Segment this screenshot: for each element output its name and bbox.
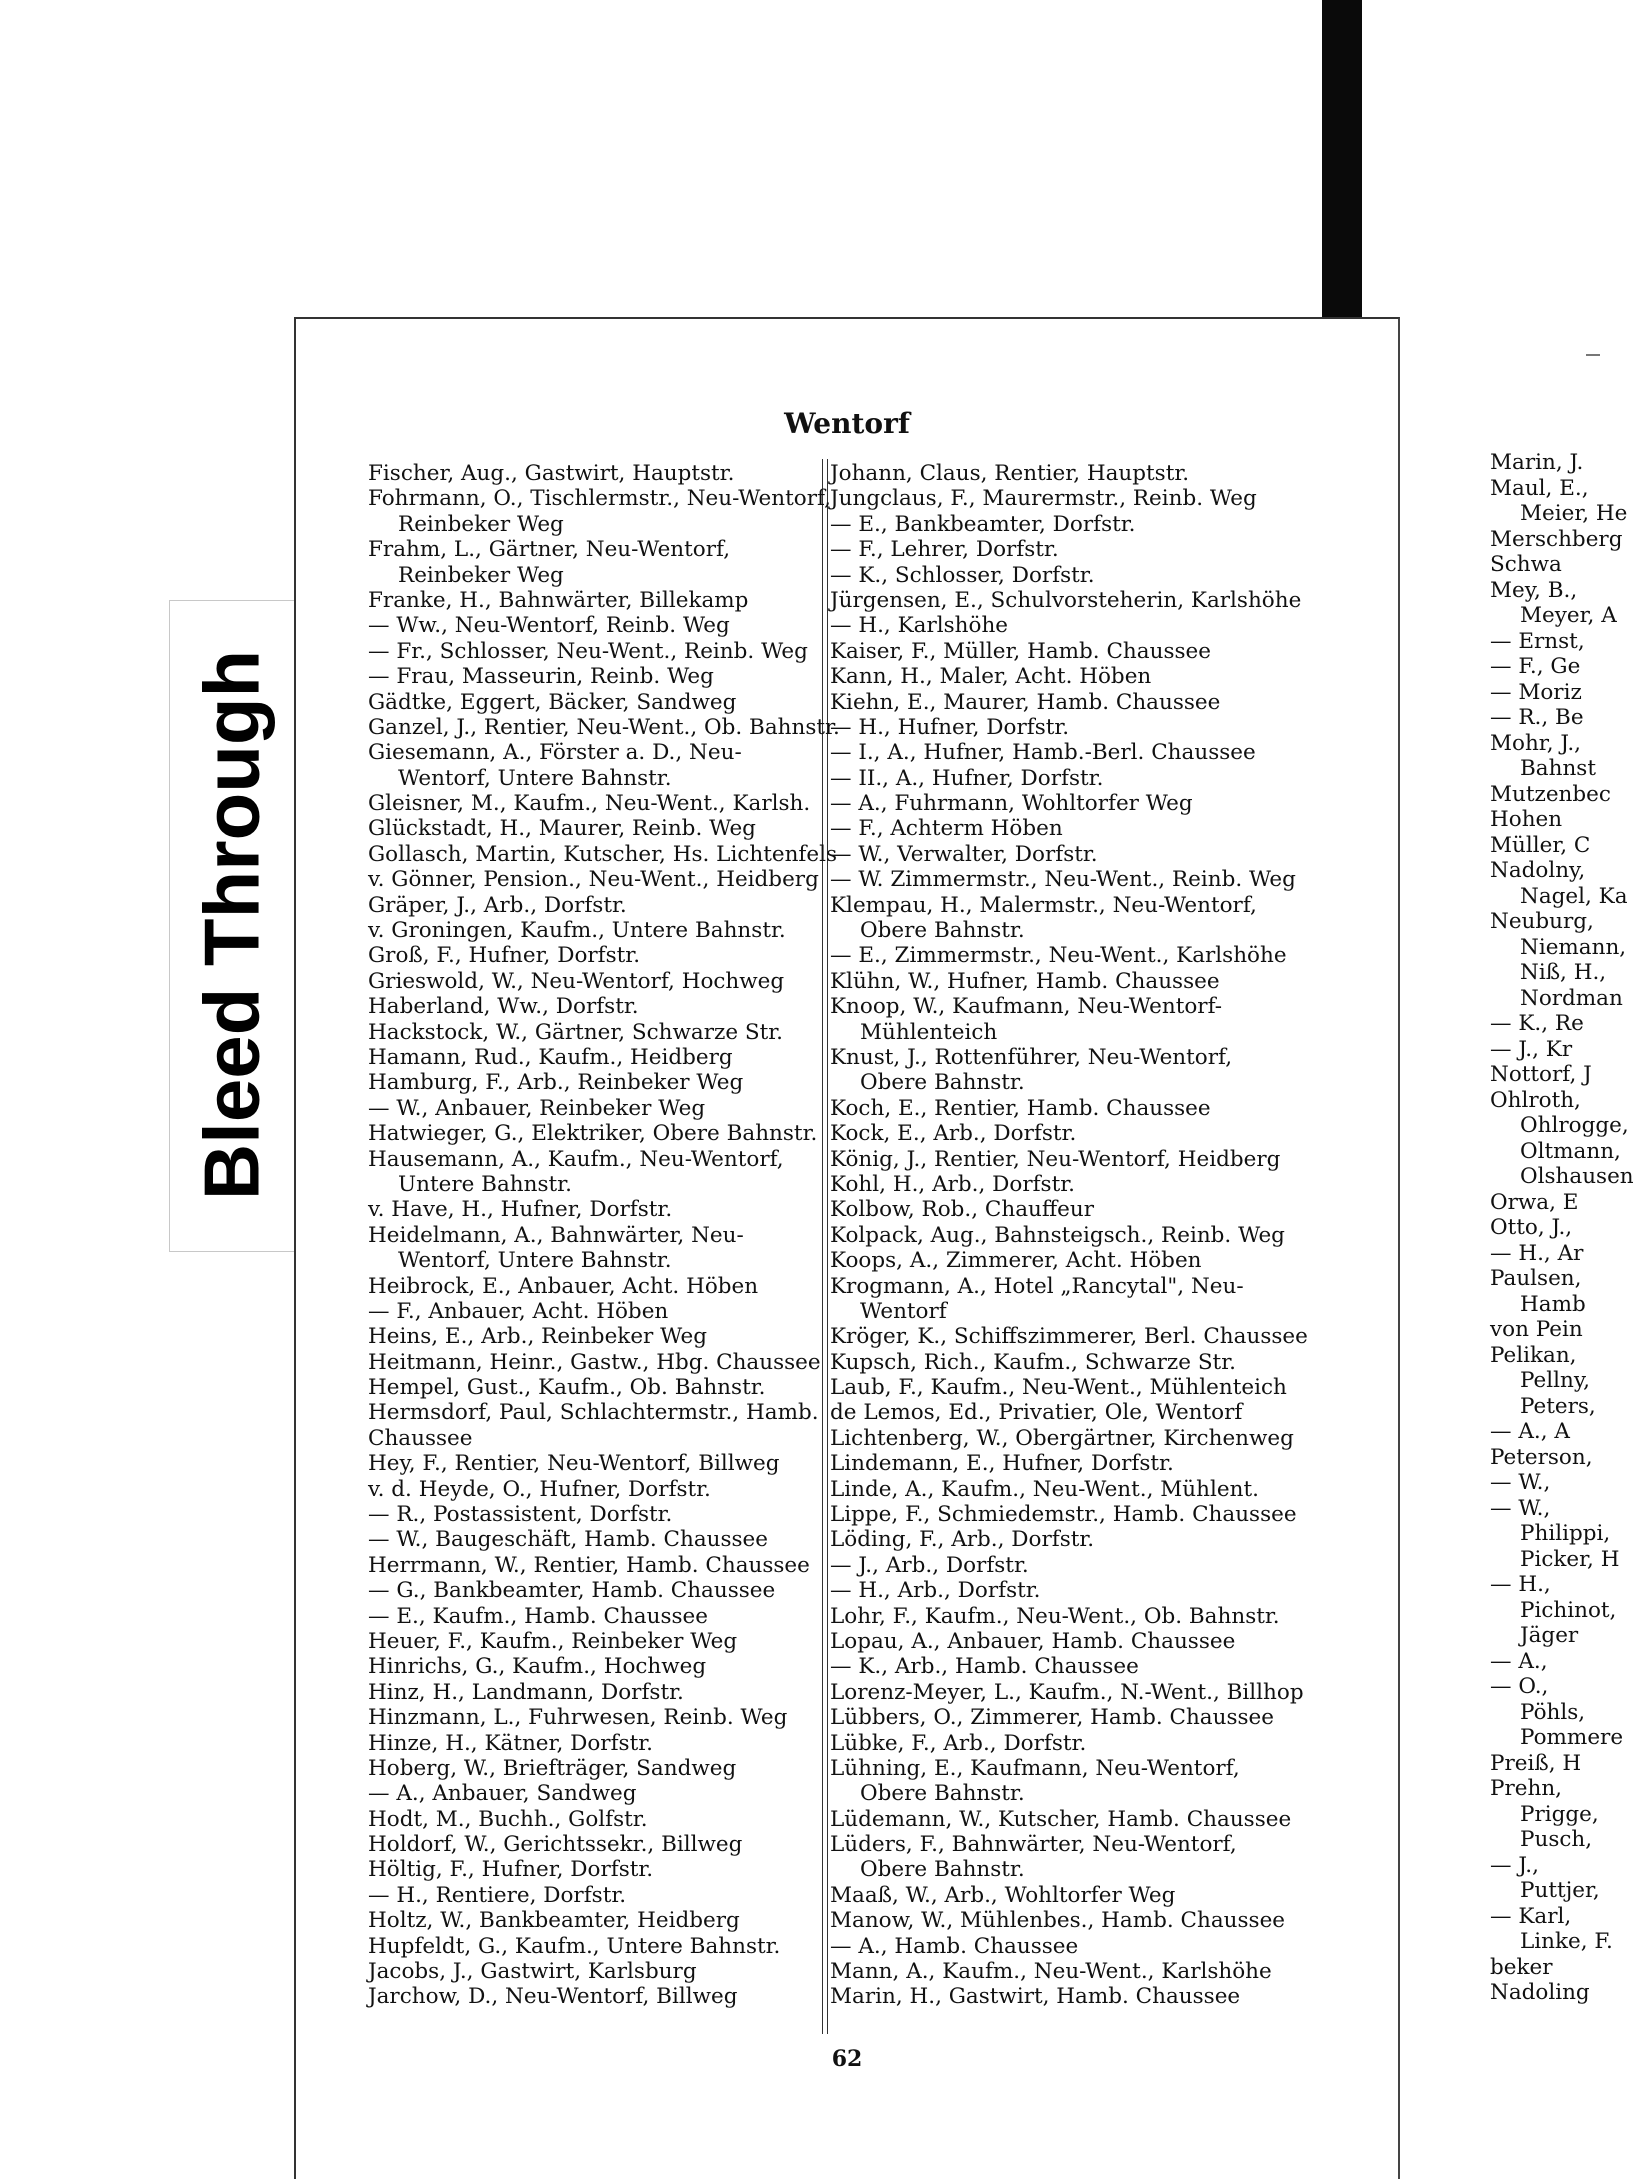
next-page-entry-fragment: Niemann, [1520, 934, 1627, 960]
next-page-entry-fragment: Müller, C [1490, 832, 1591, 858]
next-page-entry-fragment: Linke, F. [1520, 1929, 1613, 1954]
directory-entry: Hausemann, A., Kaufm., Neu-Wentorf, [368, 1146, 784, 1172]
next-page-entry-fragment: — J., Kr [1490, 1036, 1573, 1062]
next-page-entry-fragment: — A., A [1490, 1419, 1570, 1444]
directory-entry: Lichtenberg, W., Obergärtner, Kirchenweg [830, 1425, 1294, 1451]
directory-entry: Gräper, J., Arb., Dorfstr. [368, 892, 627, 918]
directory-entry: Höltig, F., Hufner, Dorfstr. [368, 1857, 654, 1883]
directory-entry: Franke, H., Bahnwärter, Billekamp [368, 587, 749, 613]
next-page-entry-fragment: Nagel, Ka [1520, 883, 1628, 909]
directory-entry: — Frau, Masseurin, Reinb. Weg [368, 664, 714, 690]
directory-entry: — A., Anbauer, Sandweg [368, 1781, 637, 1807]
directory-entry: — F., Achterm Höben [830, 816, 1063, 842]
directory-entry: Jürgensen, E., Schulvorsteherin, Karlshöhe [830, 587, 1302, 613]
next-page-entry-fragment: Maul, E., [1490, 475, 1589, 501]
next-page-entry-fragment: von Pein [1490, 1317, 1583, 1342]
directory-entry: — J., Arb., Dorfstr. [830, 1552, 1029, 1578]
directory-entry: — K., Arb., Hamb. Chaussee [830, 1654, 1139, 1680]
directory-entry: Herrmann, W., Rentier, Hamb. Chaussee [368, 1552, 810, 1578]
directory-entry: Hinz, H., Landmann, Dorfstr. [368, 1679, 684, 1705]
directory-entry: — E., Bankbeamter, Dorfstr. [830, 511, 1136, 537]
next-page-entry-fragment: Nordman [1520, 985, 1623, 1011]
next-page-entry-fragment: — H., Ar [1490, 1240, 1584, 1266]
directory-entry: Hinrichs, G., Kaufm., Hochweg [368, 1654, 707, 1680]
directory-entry: Kolpack, Aug., Bahnsteigsch., Reinb. Weg [830, 1222, 1285, 1248]
directory-entry: Reinbeker Weg [398, 562, 564, 588]
directory-entry: Heibrock, E., Anbauer, Acht. Höben [368, 1273, 759, 1299]
directory-entry: — E., Zimmermstr., Neu-Went., Karlshöhe [830, 943, 1287, 969]
directory-entry: Obere Bahnstr. [860, 1781, 1025, 1807]
directory-entry: Lindemann, E., Hufner, Dorfstr. [830, 1451, 1174, 1477]
directory-entry: — W., Verwalter, Dorfstr. [830, 841, 1098, 867]
directory-entry: — R., Postassistent, Dorfstr. [368, 1502, 673, 1528]
directory-entry: Kiehn, E., Maurer, Hamb. Chaussee [830, 689, 1221, 715]
directory-entry: Lübke, F., Arb., Dorfstr. [830, 1730, 1087, 1756]
directory-entry: Kohl, H., Arb., Dorfstr. [830, 1171, 1075, 1197]
directory-entry: Koops, A., Zimmerer, Acht. Höben [830, 1248, 1202, 1274]
directory-entry: — H., Karlshöhe [830, 613, 1009, 639]
directory-entry: Obere Bahnstr. [860, 1857, 1025, 1883]
directory-entry: Hamann, Rud., Kaufm., Heidberg [368, 1044, 733, 1070]
directory-entry: v. Have, H., Hufner, Dorfstr. [368, 1197, 673, 1223]
next-page-entry-fragment: Prigge, [1520, 1801, 1599, 1827]
directory-entry: Lüdemann, W., Kutscher, Hamb. Chaussee [830, 1806, 1292, 1832]
next-page-entry-fragment: Philippi, [1520, 1521, 1611, 1546]
directory-entry: — II., A., Hufner, Dorfstr. [830, 765, 1104, 791]
directory-entry: Gollasch, Martin, Kutscher, Hs. Lichtenfels [368, 841, 838, 867]
directory-entry: Glückstadt, H., Maurer, Reinb. Weg [368, 816, 756, 842]
next-page-entry-fragment: Pelikan, [1490, 1342, 1577, 1368]
directory-entry: v. Groningen, Kaufm., Untere Bahnstr. [368, 918, 786, 944]
directory-entry: Lübbers, O., Zimmerer, Hamb. Chaussee [830, 1705, 1274, 1731]
directory-entry: Lorenz-Meyer, L., Kaufm., N.-Went., Billhop [830, 1679, 1304, 1705]
next-page-entry-fragment: Picker, H [1520, 1546, 1620, 1572]
directory-entry: Obere Bahnstr. [860, 1070, 1025, 1096]
directory-entry: — W. Zimmermstr., Neu-Went., Reinb. Weg [830, 867, 1296, 893]
next-page-entry-fragment: — K., Re [1490, 1011, 1584, 1036]
next-page-entry-fragment: — O., [1490, 1674, 1549, 1699]
next-page-entry-fragment: Mohr, J., [1490, 730, 1582, 756]
next-page-entry-fragment: Pommere [1520, 1725, 1624, 1750]
directory-entry: Obere Bahnstr. [860, 918, 1025, 944]
directory-entry: — Fr., Schlosser, Neu-Went., Reinb. Weg [368, 638, 808, 664]
directory-entry: Krogmann, A., Hotel „Rancytal", Neu- [830, 1273, 1244, 1299]
next-page-entry-fragment: Meier, He [1520, 501, 1628, 526]
directory-entry: — Ww., Neu-Wentorf, Reinb. Weg [368, 613, 730, 639]
directory-entry: Hinze, H., Kätner, Dorfstr. [368, 1730, 653, 1756]
next-page-entry-fragment: Preiß, H [1490, 1750, 1582, 1776]
next-page-entry-fragment: — F., Ge [1490, 654, 1581, 679]
next-page-entry-fragment: — H., [1490, 1572, 1551, 1597]
next-page-entry-fragment: Nadolny, [1490, 858, 1586, 883]
directory-entry: Giesemann, A., Förster a. D., Neu- [368, 740, 742, 766]
directory-entry: Kock, E., Arb., Dorfstr. [830, 1121, 1077, 1147]
next-page-entry-fragment: Marin, J. [1490, 450, 1584, 475]
directory-entry: — H., Rentiere, Dorfstr. [368, 1882, 627, 1908]
next-page-entry-fragment: Ohlrogge, [1520, 1113, 1629, 1138]
directory-entry: Hinzmann, L., Fuhrwesen, Reinb. Weg [368, 1705, 788, 1731]
next-page-entry-fragment: Oltmann, [1520, 1138, 1621, 1164]
directory-entry: Mann, A., Kaufm., Neu-Went., Karlshöhe [830, 1959, 1272, 1985]
directory-entry: Lühning, E., Kaufmann, Neu-Wentorf, [830, 1755, 1240, 1781]
directory-entry: Holdorf, W., Gerichtssekr., Billweg [368, 1832, 743, 1858]
next-page-entry-fragment: Otto, J., [1490, 1215, 1573, 1240]
directory-entry: Laub, F., Kaufm., Neu-Went., Mühlenteich [830, 1375, 1287, 1401]
directory-entry: Marin, H., Gastwirt, Hamb. Chaussee [830, 1984, 1241, 2010]
directory-entry: Hoberg, W., Briefträger, Sandweg [368, 1755, 737, 1781]
directory-page [294, 317, 1400, 2179]
directory-entry: König, J., Rentier, Neu-Wentorf, Heidberg [830, 1146, 1281, 1172]
directory-entry: Löding, F., Arb., Dorfstr. [830, 1527, 1095, 1553]
directory-entry: Heidelmann, A., Bahnwärter, Neu- [368, 1222, 744, 1248]
directory-entry: Untere Bahnstr. [398, 1171, 572, 1197]
directory-entry: — I., A., Hufner, Hamb.-Berl. Chaussee [830, 740, 1256, 766]
page-number: 62 [831, 2046, 863, 2072]
directory-entry: Jarchow, D., Neu-Wentorf, Billweg [368, 1984, 738, 2010]
directory-entry: — A., Hamb. Chaussee [830, 1933, 1079, 1959]
directory-entry: Heitmann, Heinr., Gastw., Hbg. Chaussee [368, 1349, 821, 1375]
next-page-entry-fragment: beker [1490, 1954, 1553, 1980]
directory-entry: — A., Fuhrmann, Wohltorfer Weg [830, 791, 1193, 817]
directory-entry: Fohrmann, O., Tischlermstr., Neu-Wentorf, [368, 486, 832, 512]
directory-entry: Klühn, W., Hufner, Hamb. Chaussee [830, 968, 1220, 994]
next-page-entry-fragment: Hohen [1490, 807, 1563, 832]
directory-entry: Hamburg, F., Arb., Reinbeker Weg [368, 1070, 744, 1096]
directory-entry: Wentorf [860, 1298, 947, 1324]
directory-entry: Wentorf, Untere Bahnstr. [398, 1248, 672, 1274]
next-page-entry-fragment: — W., [1490, 1495, 1551, 1521]
directory-entry: — H., Arb., Dorfstr. [830, 1578, 1041, 1604]
directory-entry: Manow, W., Mühlenbes., Hamb. Chaussee [830, 1908, 1286, 1934]
next-page-entry-fragment: — Ernst, [1490, 628, 1585, 654]
directory-entry: Koch, E., Rentier, Hamb. Chaussee [830, 1095, 1211, 1121]
directory-entry: Hey, F., Rentier, Neu-Wentorf, Billweg [368, 1451, 780, 1477]
directory-entry: Klempau, H., Malermstr., Neu-Wentorf, [830, 892, 1257, 918]
next-page-entry-fragment: Puttjer, [1520, 1878, 1600, 1903]
directory-entry: Heuer, F., Kaufm., Reinbeker Weg [368, 1628, 738, 1654]
next-page-entry-fragment: Olshausen [1520, 1164, 1634, 1189]
directory-entry: Lohr, F., Kaufm., Neu-Went., Ob. Bahnstr. [830, 1603, 1280, 1629]
directory-entry: — G., Bankbeamter, Hamb. Chaussee [368, 1578, 776, 1604]
directory-entry: — W., Baugeschäft, Hamb. Chaussee [368, 1527, 768, 1553]
directory-entry: Knoop, W., Kaufmann, Neu-Wentorf- [830, 994, 1223, 1020]
directory-entry: Kann, H., Maler, Acht. Höben [830, 664, 1152, 690]
directory-entry: Knust, J., Rottenführer, Neu-Wentorf, [830, 1044, 1233, 1070]
next-page-entry-fragment: — Karl, [1490, 1903, 1572, 1929]
directory-entry: Fischer, Aug., Gastwirt, Hauptstr. [368, 461, 735, 486]
directory-entry: Jungclaus, F., Maurermstr., Reinb. Weg [830, 486, 1257, 512]
next-page-entry-fragment: Orwa, E [1490, 1189, 1579, 1215]
next-page-column [1490, 450, 1634, 2006]
next-page-entry-fragment: Jäger [1520, 1623, 1579, 1648]
directory-entry: Maaß, W., Arb., Wohltorfer Weg [830, 1882, 1176, 1908]
directory-entry: Mühlenteich [860, 1019, 998, 1045]
next-page-entry-fragment: Pichinot, [1520, 1597, 1617, 1623]
directory-entry: — K., Schlosser, Dorfstr. [830, 562, 1095, 588]
right-column [830, 461, 1330, 2010]
next-page-entry-fragment: Paulsen, [1490, 1266, 1582, 1291]
directory-entry: v. Gönner, Pension., Neu-Went., Heidberg [368, 867, 819, 893]
directory-entry: Hackstock, W., Gärtner, Schwarze Str. [368, 1019, 784, 1045]
directory-entry: Johann, Claus, Rentier, Hauptstr. [830, 461, 1190, 486]
next-page-entry-fragment: Mutzenbec [1490, 781, 1611, 807]
directory-entry: Chaussee [368, 1425, 473, 1451]
next-page-entry-fragment: Peters, [1520, 1393, 1596, 1419]
directory-entry: Kaiser, F., Müller, Hamb. Chaussee [830, 638, 1211, 664]
directory-entry: Haberland, Ww., Dorfstr. [368, 994, 639, 1020]
directory-entry: Linde, A., Kaufm., Neu-Went., Mühlent. [830, 1476, 1259, 1502]
directory-entry: Wentorf, Untere Bahnstr. [398, 765, 672, 791]
directory-entry: — H., Hufner, Dorfstr. [830, 714, 1070, 740]
next-page-entry-fragment: Pellny, [1520, 1368, 1590, 1393]
directory-entry: Lopau, A., Anbauer, Hamb. Chaussee [830, 1628, 1236, 1654]
next-page-entry-fragment: Hamb [1520, 1291, 1586, 1317]
next-page-entry-fragment: — R., Be [1490, 705, 1584, 730]
directory-entry: Kolbow, Rob., Chauffeur [830, 1197, 1095, 1223]
directory-entry: — F., Anbauer, Acht. Höben [368, 1298, 669, 1324]
directory-entry: Frahm, L., Gärtner, Neu-Wentorf, [368, 537, 731, 563]
directory-entry: Kröger, K., Schiffszimmerer, Berl. Chaussee [830, 1324, 1308, 1350]
next-page-entry-fragment: Neuburg, [1490, 909, 1594, 934]
directory-entry: Holtz, W., Bankbeamter, Heidberg [368, 1908, 740, 1934]
directory-entry: Hatwieger, G., Elektriker, Obere Bahnstr. [368, 1121, 818, 1147]
next-page-entry-fragment: Nadoling [1490, 1980, 1590, 2005]
next-page-entry-fragment: Nottorf, J [1490, 1062, 1592, 1087]
next-page-entry-fragment: Meyer, A [1520, 603, 1617, 628]
directory-entry: Grieswold, W., Neu-Wentorf, Hochweg [368, 968, 785, 994]
directory-entry: Gleisner, M., Kaufm., Neu-Went., Karlsh. [368, 791, 811, 817]
next-page-entry-fragment: Peterson, [1490, 1444, 1593, 1470]
directory-entry: Groß, F., Hufner, Dorfstr. [368, 943, 641, 969]
bleed-through-label: Bleed Through [187, 649, 276, 1201]
next-page-entry-fragment: — Moriz [1490, 679, 1582, 705]
next-page-entry-fragment: Schwa [1490, 552, 1562, 577]
next-page-entry-fragment: Mey, B., [1490, 577, 1578, 603]
directory-entry: v. d. Heyde, O., Hufner, Dorfstr. [368, 1476, 711, 1502]
directory-entry: Hodt, M., Buchh., Golfstr. [368, 1806, 648, 1832]
directory-entry: Jacobs, J., Gastwirt, Karlsburg [368, 1959, 697, 1985]
next-page-entry-fragment: Prehn, [1490, 1776, 1562, 1801]
directory-entry: Hermsdorf, Paul, Schlachtermstr., Hamb. [368, 1400, 819, 1426]
directory-entry: Hempel, Gust., Kaufm., Ob. Bahnstr. [368, 1375, 766, 1401]
next-page-entry-fragment: Niß, H., [1520, 960, 1607, 985]
directory-entry: Gädtke, Eggert, Bäcker, Sandweg [368, 689, 737, 715]
directory-entry: Heins, E., Arb., Reinbeker Weg [368, 1324, 707, 1350]
next-page-entry-fragment: — W., [1490, 1470, 1551, 1495]
next-page-entry-fragment: Bahnst [1520, 756, 1596, 781]
directory-entry: Ganzel, J., Rentier, Neu-Went., Ob. Bahnstr. [368, 714, 840, 740]
directory-entry: Reinbeker Weg [398, 511, 564, 537]
next-page-entry-fragment: Ohlroth, [1490, 1087, 1581, 1113]
next-page-entry-fragment: Merschberg [1490, 526, 1623, 552]
next-page-entry-fragment: Pöhls, [1520, 1699, 1586, 1725]
directory-entry: Lippe, F., Schmiedemstr., Hamb. Chaussee [830, 1502, 1297, 1528]
directory-entry: Lüders, F., Bahnwärter, Neu-Wentorf, [830, 1832, 1237, 1858]
next-page-entry-fragment: — J., [1490, 1852, 1539, 1878]
directory-entry: — F., Lehrer, Dorfstr. [830, 537, 1059, 563]
next-page-entry-fragment: — A., [1490, 1648, 1548, 1674]
page-heading: Wentorf [784, 407, 910, 440]
directory-entry: — E., Kaufm., Hamb. Chaussee [368, 1603, 708, 1629]
directory-entry: Kupsch, Rich., Kaufm., Schwarze Str. [830, 1349, 1236, 1375]
next-page-entry-fragment: Pusch, [1520, 1827, 1593, 1852]
edge-mark [1586, 354, 1600, 356]
directory-entry: — W., Anbauer, Reinbeker Weg [368, 1095, 706, 1121]
directory-entry: de Lemos, Ed., Privatier, Ole, Wentorf [830, 1400, 1243, 1426]
directory-entry: Hupfeldt, G., Kaufm., Untere Bahnstr. [368, 1933, 781, 1959]
